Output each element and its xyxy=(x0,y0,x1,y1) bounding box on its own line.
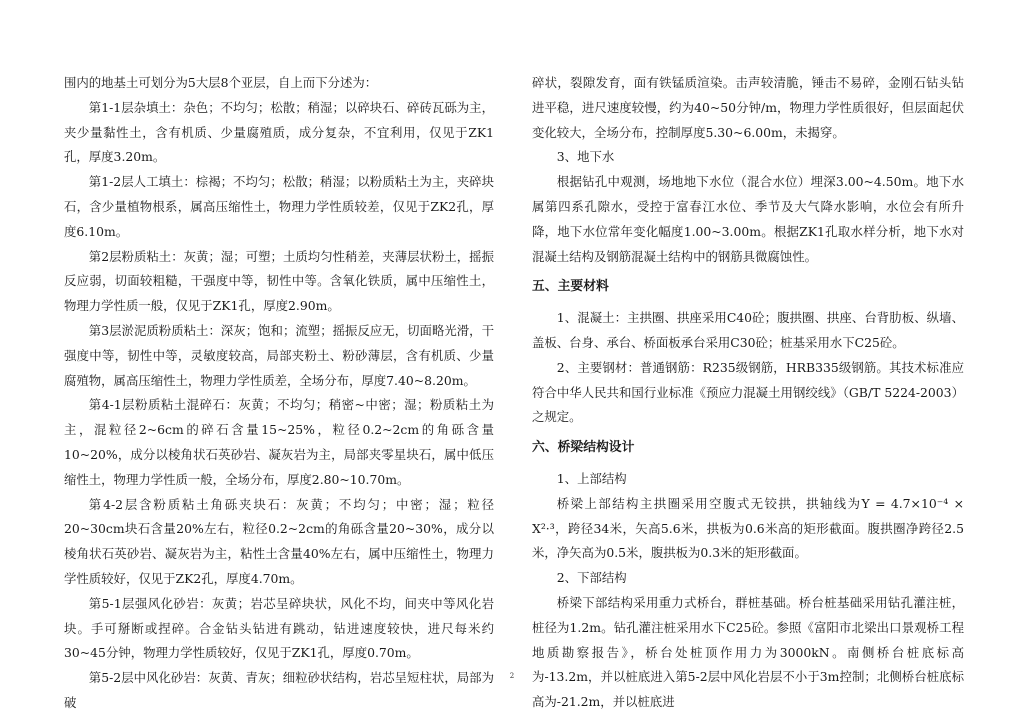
paragraph-upper-structure: 桥梁上部结构主拱圈采用空腹式无铰拱，拱轴线为Y = 4.7×10⁻⁴ × X²·³，跨径34米，矢高5.6米，拱板为0.6米高的矩形截面。腹拱圈净跨径2.5米，净矢高为0.5米，腹拱板为0.3米的矩形截面。 xyxy=(532,495,964,561)
paragraph-layer-2: 第2层粉质粘土：灰黄；湿；可塑；土质均匀性稍差，夹薄层状粉土，摇振反应弱，切面较粗糙，干强度中等，韧性中等。含氧化铁质，属中压缩性土，物理力学性质一般，仅见于ZK1孔，厚度2.90m。 xyxy=(64,248,494,314)
paragraph-layer-5-2-cont: 碎状，裂隙发育，面有铁锰质渲染。击声较清脆，锤击不易碎，金刚石钻头钻进平稳，进尺速度较慢，约为40~50分钟/m，物理力学性质很好，但层面起伏变化较大，全场分布，控制厚度5.30~6.00m，未揭穿。 xyxy=(532,75,964,140)
paragraph-layer-5-2: 第5-2层中风化砂岩：灰黄、青灰；细粒砂状结构，岩芯呈短柱状，局部为破 xyxy=(64,670,494,710)
left-column xyxy=(64,71,494,716)
paragraph-layer-4-2: 第4-2层含粉质粘土角砾夹块石：灰黄；不均匀；中密；湿；粒径20~30cm块石含量20%左右，粒径0.2~2cm的角砾含量20~30%，成分以棱角状石英砂岩、凝灰岩为主，粘性土含量40%左右，属中压缩性土，物理力学性质较好，仅见于ZK2孔，厚度4.70m。 xyxy=(64,496,494,586)
paragraph-layer-3: 第3层淤泥质粉质粘土：深灰；饱和；流塑；摇振反应无，切面略光滑，干强度中等，韧性中等，灵敏度较高，局部夹粉土、粉砂薄层，含有机质、少量腐殖物，属高压缩性土，物理力学性质差，全场分布，厚度7.40~8.20m。 xyxy=(64,322,494,388)
paragraph-layer-5-1: 第5-1层强风化砂岩：灰黄；岩芯呈碎块状，风化不均，间夹中等风化岩块。手可掰断或捏碎。合金钻头钻进有跳动，钻进速度较快，进尺每米约30~45分钟，物理力学性质较好，仅见于ZK1孔，厚度0.70m。 xyxy=(64,595,494,661)
heading-upper-structure: 1、上部结构 xyxy=(556,470,627,486)
paragraph-layer-4-1: 第4-1层粉质粘土混碎石：灰黄；不均匀；稍密~中密；湿；粉质粘土为主，混粒径2~6cm的碎石含量15~25%，粒径0.2~2cm的角砾含量10~20%，成分以棱角状石英砂岩、凝灰岩为主，局部夹零星块石，属中低压缩性土，物理力学性质一般，全场分布，厚度2.80~10.70m。 xyxy=(64,397,494,487)
paragraph-concrete: 1、混凝土：主拱圈、拱座采用C40砼；腹拱圈、拱座、台背肋板、纵墙、盖板、台身、承台、桥面板承台采用C30砼；桩基采用水下C25砼。 xyxy=(532,310,964,350)
paragraph-lower-structure: 桥梁下部结构采用重力式桥台，群桩基础。桥台桩基础采用钻孔灌注桩，桩径为1.2m。钻孔灌注桩采用水下C25砼。参照《富阳市北梁出口景观桥工程地质勘察报告》，桥台处桩顶作用力为3000kN。南侧桥台桩底标高为-13.2m，并以桩底进入第5-2层中风化岩层不小于3m控制；北侧桥台桩底标高为-21.2m，并以桩底进 xyxy=(532,594,964,710)
page-number: 2 xyxy=(509,672,515,680)
paragraph-steel: 2、主要钢材：普通钢筋：R235级钢筋，HRB335级钢筋。其技术标准应符合中华人民共和国行业标准《预应力混凝土用钢绞线》（GB/T 5224-2003）之规定。 xyxy=(532,359,964,425)
heading-materials: 五、主要材料 xyxy=(532,279,609,295)
paragraph-groundwater: 根据钻孔中观测，场地地下水位（混合水位）埋深3.00~4.50m。地下水属第四系孔隙水，受控于富春江水位、季节及大气降水影响，水位会有所升降，地下水位常年变化幅度1.00~3.00m。根据ZK1孔取水样分析，地下水对混凝土结构及钢筋混凝土结构中的钢筋具微腐蚀性。 xyxy=(532,174,964,264)
heading-groundwater: 3、地下水 xyxy=(556,149,615,165)
heading-lower-structure: 2、下部结构 xyxy=(556,570,627,586)
right-column xyxy=(532,71,964,715)
paragraph-layer-1-2: 第1-2层人工填土：棕褐；不均匀；松散；稍湿；以粉质粘土为主，夹碎块石，含少量植物根系，属高压缩性土，物理力学性质较差，仅见于ZK2孔，厚度6.10m。 xyxy=(64,174,494,239)
paragraph-intro: 围内的地基土可划分为5大层8个亚层，自上而下分述为： xyxy=(64,75,378,90)
paragraph-layer-1-1: 第1-1层杂填土：杂色；不均匀；松散；稍湿；以碎块石、碎砖瓦砾为主，夹少量黏性土，含有机质、少量腐殖质，成分复杂，不宜利用，仅见于ZK1孔，厚度3.20m。 xyxy=(64,99,494,165)
heading-bridge-design: 六、桥梁结构设计 xyxy=(532,440,635,456)
